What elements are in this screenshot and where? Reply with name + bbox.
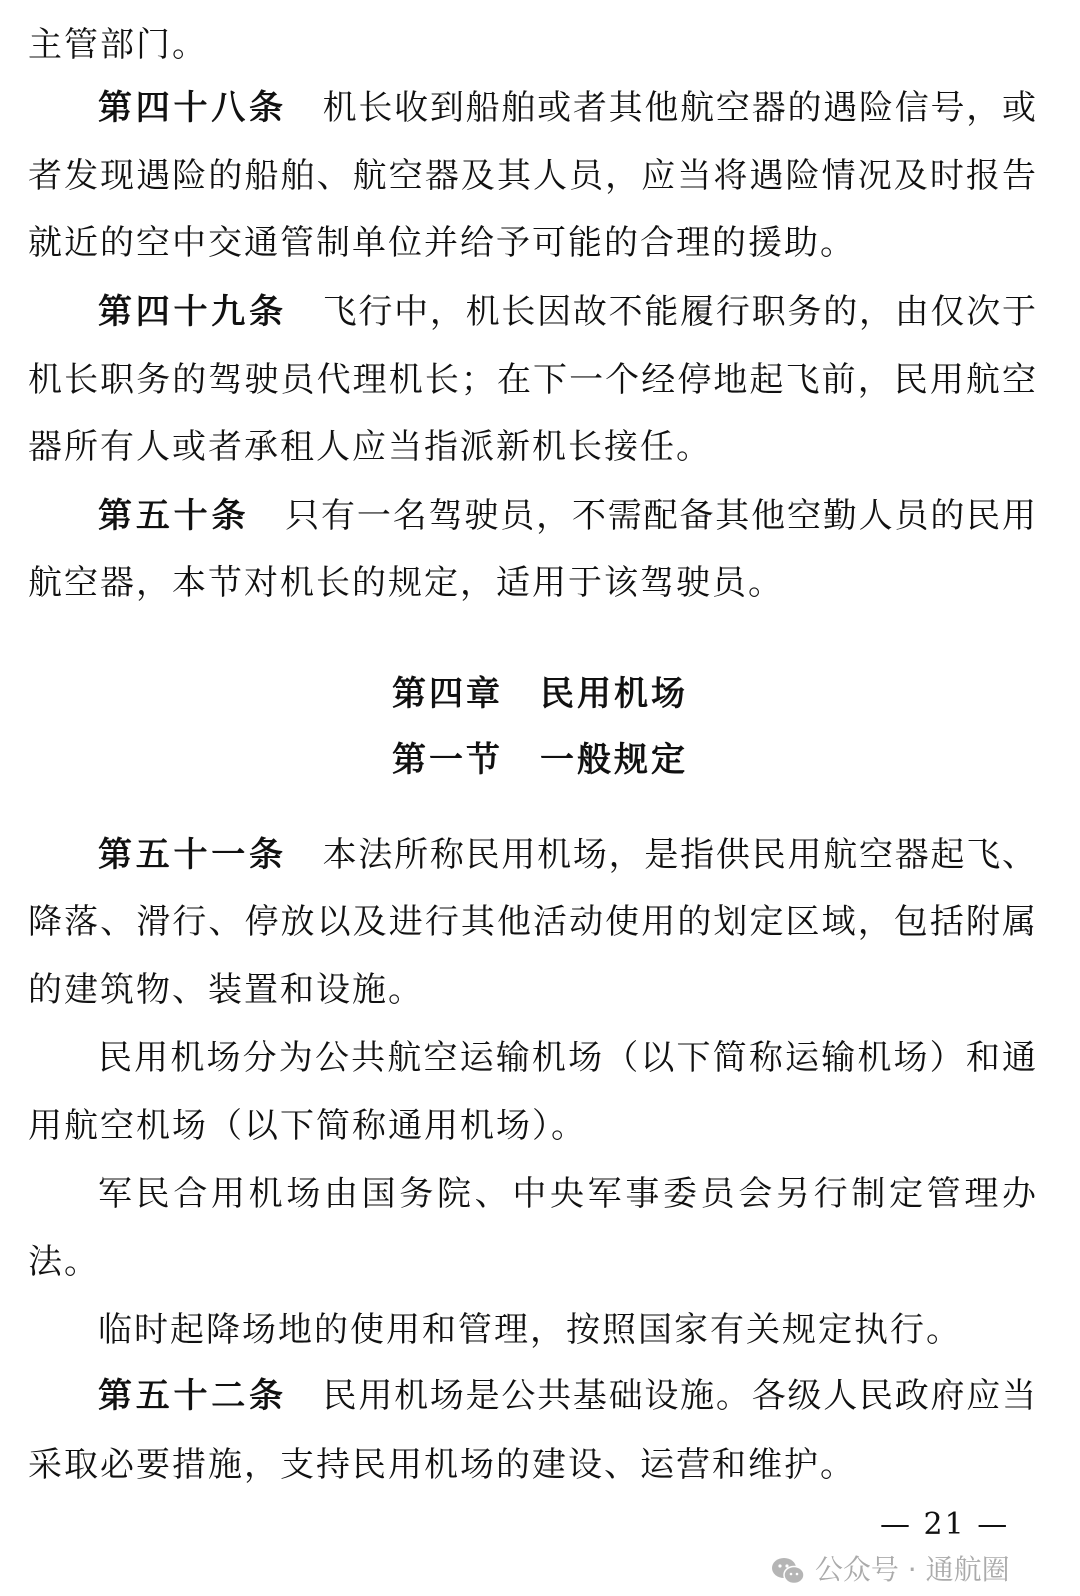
article-number: 第五十条 <box>98 496 250 536</box>
article-number: 第五十一条 <box>98 835 287 875</box>
article-number: 第四十八条 <box>98 88 287 128</box>
article-number: 第五十二条 <box>98 1376 287 1416</box>
text-line: 临时起降场地的使用和管理，按照国家有关规定执行。 <box>98 1310 962 1350</box>
text-line: 机长职务的驾驶员代理机长；在下一个经停地起飞前，民用航空 <box>28 360 1036 400</box>
text-line: 航空器，本节对机长的规定，适用于该驾驶员。 <box>28 563 784 603</box>
text-line: 飞行中，机长因故不能履行职务的，由仅次于 <box>322 292 1037 332</box>
article-number: 第四十九条 <box>98 292 287 332</box>
text-line: 民用机场是公共基础设施。各级人民政府应当 <box>322 1376 1037 1416</box>
article-48-line <box>98 88 1036 128</box>
text-line: 者发现遇险的船舶、航空器及其人员，应当将遇险情况及时报告 <box>28 156 1036 196</box>
text-line: 采取必要措施，支持民用机场的建设、运营和维护。 <box>28 1445 856 1485</box>
text-line: 民用机场分为公共航空运输机场（以下简称运输机场）和通 <box>98 1038 1036 1078</box>
article-52-line <box>98 1376 1036 1416</box>
text-line: 只有一名驾驶员，不需配备其他空勤人员的民用 <box>285 496 1037 536</box>
text-line: 降落、滑行、停放以及进行其他活动使用的划定区域，包括附属 <box>28 902 1036 942</box>
watermark-text: 公众号 · 通航圈 <box>814 1553 1010 1586</box>
article-50-line <box>98 496 1036 536</box>
section-title: 第一节 一般规定 <box>392 740 688 780</box>
page-number: — 21 — <box>880 1507 1010 1542</box>
text-line: 用航空机场（以下简称通用机场）。 <box>28 1106 587 1146</box>
article-51-line <box>98 835 1036 875</box>
text-line: 法。 <box>28 1242 100 1282</box>
article-49-line <box>98 292 1036 332</box>
text-line: 就近的空中交通管制单位并给予可能的合理的援助。 <box>28 223 856 263</box>
text-line: 本法所称民用机场，是指供民用航空器起飞、 <box>322 835 1037 875</box>
chapter-title: 第四章 民用机场 <box>392 674 688 714</box>
watermark <box>770 1552 1010 1588</box>
wechat-icon <box>770 1556 806 1586</box>
text-line: 主管部门。 <box>28 25 208 65</box>
text-line: 机长收到船舶或者其他航空器的遇险信号，或 <box>322 88 1037 128</box>
text-line: 军民合用机场由国务院、中央军事委员会另行制定管理办 <box>98 1174 1036 1214</box>
text-line: 的建筑物、装置和设施。 <box>28 970 424 1010</box>
text-line: 器所有人或者承租人应当指派新机长接任。 <box>28 427 712 467</box>
